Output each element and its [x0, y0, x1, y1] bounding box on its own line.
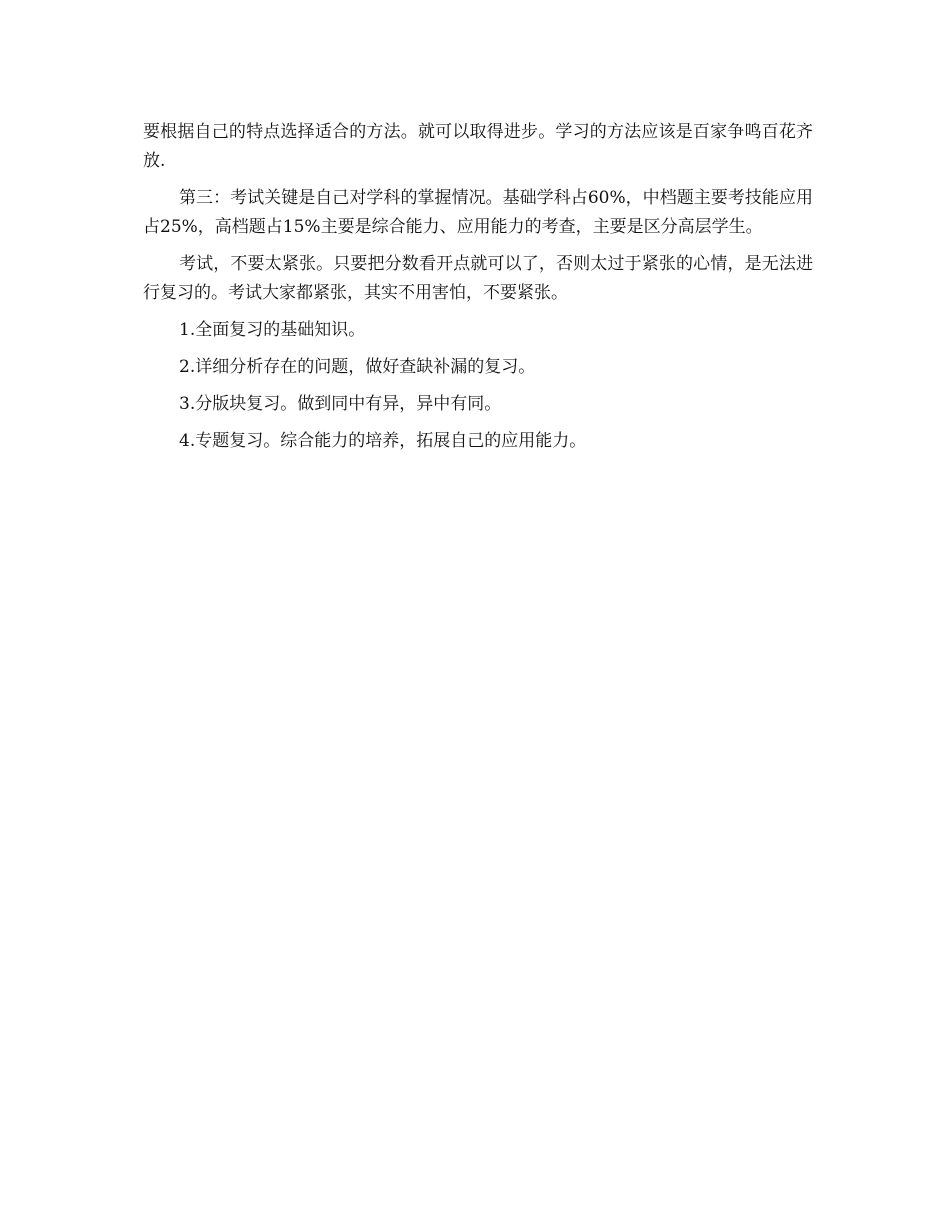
list-item: 4.专题复习。综合能力的培养，拓展自己的应用能力。	[179, 431, 587, 451]
paragraph-continuation: 要根据自己的特点选择适合的方法。就可以取得进步。学习的方法应该是百家争鸣百花齐放.	[143, 122, 813, 171]
list-item: 3.分版块复习。做到同中有异，异中有同。	[179, 394, 502, 414]
paragraph-exam-key: 第三：考试关键是自己对学科的掌握情况。基础学科占60%，中档题主要考技能应用占25%，高档题占15%主要是综合能力、应用能力的考查，主要是区分高层学生。	[143, 188, 813, 237]
list-item: 2.详细分析存在的问题，做好查缺补漏的复习。	[179, 357, 536, 377]
list-item: 1.全面复习的基础知识。	[179, 320, 366, 340]
paragraph-exam-nerves: 考试，不要太紧张。只要把分数看开点就可以了，否则太过于紧张的心情，是无法进行复习的。考试大家都紧张，其实不用害怕，不要紧张。	[143, 254, 813, 303]
document-body	[143, 118, 813, 464]
